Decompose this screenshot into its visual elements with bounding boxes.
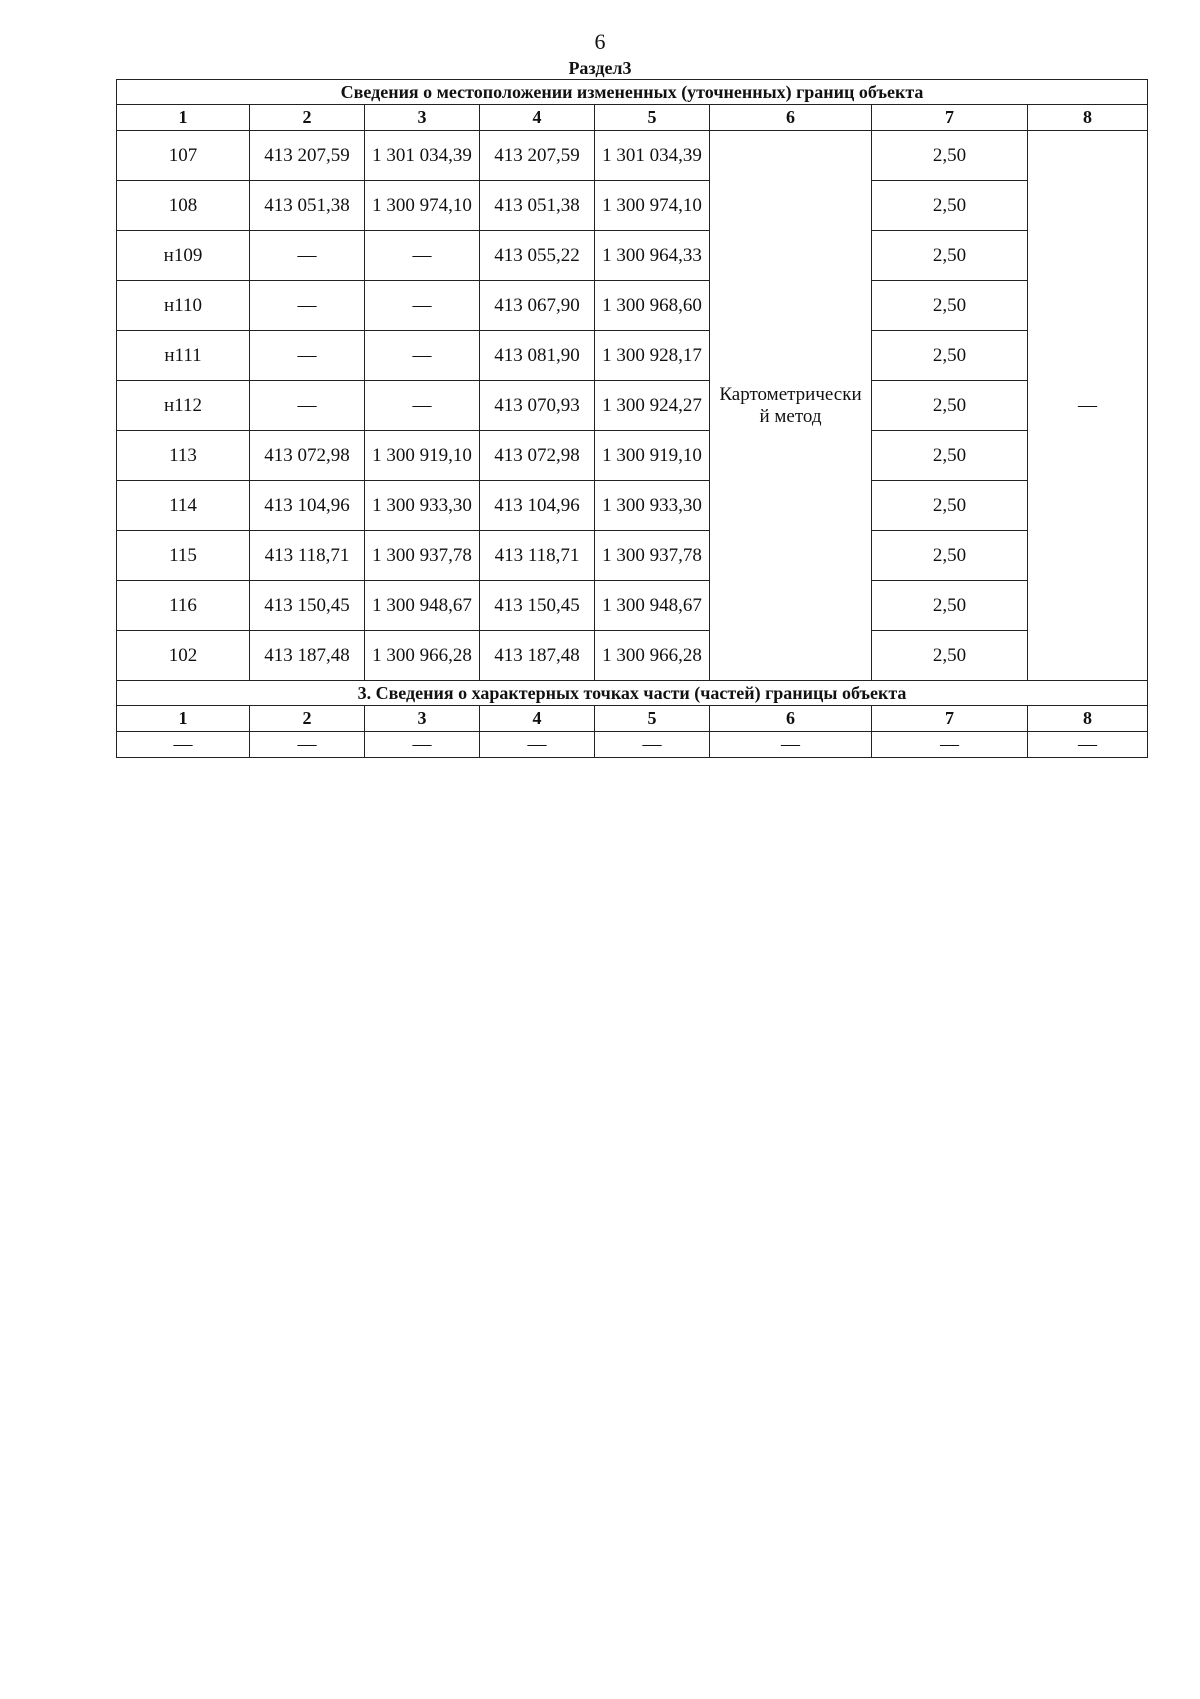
table2-header-cell: 2 — [250, 706, 365, 732]
table-cell: — — [480, 732, 595, 758]
table-cell: 2,50 — [872, 131, 1028, 181]
table-cell: 1 300 919,10 — [365, 431, 480, 481]
table-cell: 2,50 — [872, 331, 1028, 381]
table-cell: 413 150,45 — [480, 581, 595, 631]
table-cell: 1 301 034,39 — [365, 131, 480, 181]
table-cell: — — [365, 331, 480, 381]
table2-title-row — [117, 681, 1148, 706]
table1-title-row — [117, 80, 1148, 105]
section-title: Раздел3 — [568, 58, 632, 78]
table-cell: 413 072,98 — [250, 431, 365, 481]
table-row — [117, 481, 1148, 531]
table-cell: 413 081,90 — [480, 331, 595, 381]
table1-title: Сведения о местоположении измененных (уточненных) границ объекта — [117, 80, 1148, 105]
table-cell: 413 207,59 — [250, 131, 365, 181]
table-row — [117, 381, 1148, 431]
table-cell: 413 104,96 — [250, 481, 365, 531]
table-cell: 102 — [117, 631, 250, 681]
table-cell: 413 070,93 — [480, 381, 595, 431]
table-cell: н112 — [117, 381, 250, 431]
table-cell: 2,50 — [872, 581, 1028, 631]
table-cell: 413 150,45 — [250, 581, 365, 631]
table-cell: 115 — [117, 531, 250, 581]
table-cell: 1 300 937,78 — [365, 531, 480, 581]
table-cell: 413 072,98 — [480, 431, 595, 481]
table-cell: н110 — [117, 281, 250, 331]
table-row — [117, 231, 1148, 281]
table-row — [117, 331, 1148, 381]
method-line1: Картометрически — [719, 383, 862, 405]
table2-header-cell: 6 — [710, 706, 872, 732]
table-cell: 1 300 924,27 — [595, 381, 710, 431]
table-cell: н109 — [117, 231, 250, 281]
table2-header-cell: 1 — [117, 706, 250, 732]
table-cell: 413 067,90 — [480, 281, 595, 331]
table1-header-cell: 5 — [595, 105, 710, 131]
table2-header-cell: 7 — [872, 706, 1028, 732]
table-cell: — — [710, 732, 872, 758]
table2-data-row — [117, 732, 1148, 758]
table-cell: — — [250, 381, 365, 431]
table1-header-cell: 7 — [872, 105, 1028, 131]
table-cell: — — [365, 281, 480, 331]
table-cell: 1 300 933,30 — [365, 481, 480, 531]
table-cell: 1 300 966,28 — [595, 631, 710, 681]
table-cell: 116 — [117, 581, 250, 631]
table-cell: 1 300 933,30 — [595, 481, 710, 531]
table-cell: 1 300 928,17 — [595, 331, 710, 381]
table-cell: 107 — [117, 131, 250, 181]
table-cell: 413 187,48 — [480, 631, 595, 681]
boundary-table — [116, 79, 1148, 758]
table-row — [117, 581, 1148, 631]
table1-header-cell: 4 — [480, 105, 595, 131]
table1-header-cell: 6 — [710, 105, 872, 131]
table1-header-cell: 1 — [117, 105, 250, 131]
table-cell: 413 051,38 — [480, 181, 595, 231]
table-cell: — — [365, 732, 480, 758]
table1-header-cell: 2 — [250, 105, 365, 131]
table2-header-cell: 5 — [595, 706, 710, 732]
table-cell: 1 300 966,28 — [365, 631, 480, 681]
table2-header-row — [117, 706, 1148, 732]
table-cell: 2,50 — [872, 431, 1028, 481]
table-row — [117, 431, 1148, 481]
table-cell: 113 — [117, 431, 250, 481]
table-cell: — — [595, 732, 710, 758]
table-cell: 1 300 964,33 — [595, 231, 710, 281]
method-line2: й метод — [759, 405, 822, 427]
table-cell: 413 118,71 — [480, 531, 595, 581]
table-cell: — — [250, 331, 365, 381]
table-cell: — — [365, 381, 480, 431]
table-cell: 413 051,38 — [250, 181, 365, 231]
table-cell: — — [872, 732, 1028, 758]
table-row — [117, 531, 1148, 581]
table-cell: 1 300 919,10 — [595, 431, 710, 481]
table-cell: 1 300 948,67 — [365, 581, 480, 631]
table-cell: 1 300 948,67 — [595, 581, 710, 631]
table2-header-cell: 8 — [1028, 706, 1148, 732]
table-cell: 114 — [117, 481, 250, 531]
table-cell: — — [250, 281, 365, 331]
table2-title: 3. Сведения о характерных точках части (частей) границы объекта — [117, 681, 1148, 706]
table1-header-cell: 8 — [1028, 105, 1148, 131]
table-cell: н111 — [117, 331, 250, 381]
col8-cell: — — [1028, 131, 1148, 681]
table-cell: 108 — [117, 181, 250, 231]
table-cell: — — [250, 732, 365, 758]
table2-header-cell: 3 — [365, 706, 480, 732]
table-row — [117, 281, 1148, 331]
table-cell: — — [117, 732, 250, 758]
table-cell: 1 300 937,78 — [595, 531, 710, 581]
page-number: 6 — [594, 29, 606, 54]
table-cell: — — [250, 231, 365, 281]
table-cell: 2,50 — [872, 381, 1028, 431]
table-row — [117, 181, 1148, 231]
table-cell: 2,50 — [872, 231, 1028, 281]
table-cell: 413 118,71 — [250, 531, 365, 581]
table-cell: 1 300 974,10 — [595, 181, 710, 231]
table1-header-cell: 3 — [365, 105, 480, 131]
method-cell — [710, 131, 872, 681]
table-cell: 2,50 — [872, 181, 1028, 231]
table-cell: 1 300 968,60 — [595, 281, 710, 331]
table-cell: 1 301 034,39 — [595, 131, 710, 181]
table-cell: — — [365, 231, 480, 281]
table-row — [117, 131, 1148, 181]
table-cell: 2,50 — [872, 531, 1028, 581]
table-row — [117, 631, 1148, 681]
table1-header-row — [117, 105, 1148, 131]
table-cell: 2,50 — [872, 281, 1028, 331]
table-cell: 2,50 — [872, 481, 1028, 531]
table-body — [117, 80, 1148, 758]
table-cell: 413 055,22 — [480, 231, 595, 281]
table-cell: 413 104,96 — [480, 481, 595, 531]
table-cell: 413 207,59 — [480, 131, 595, 181]
table-cell: — — [1028, 732, 1148, 758]
table-cell: 1 300 974,10 — [365, 181, 480, 231]
table2-header-cell: 4 — [480, 706, 595, 732]
table-cell: 2,50 — [872, 631, 1028, 681]
table-cell: 413 187,48 — [250, 631, 365, 681]
